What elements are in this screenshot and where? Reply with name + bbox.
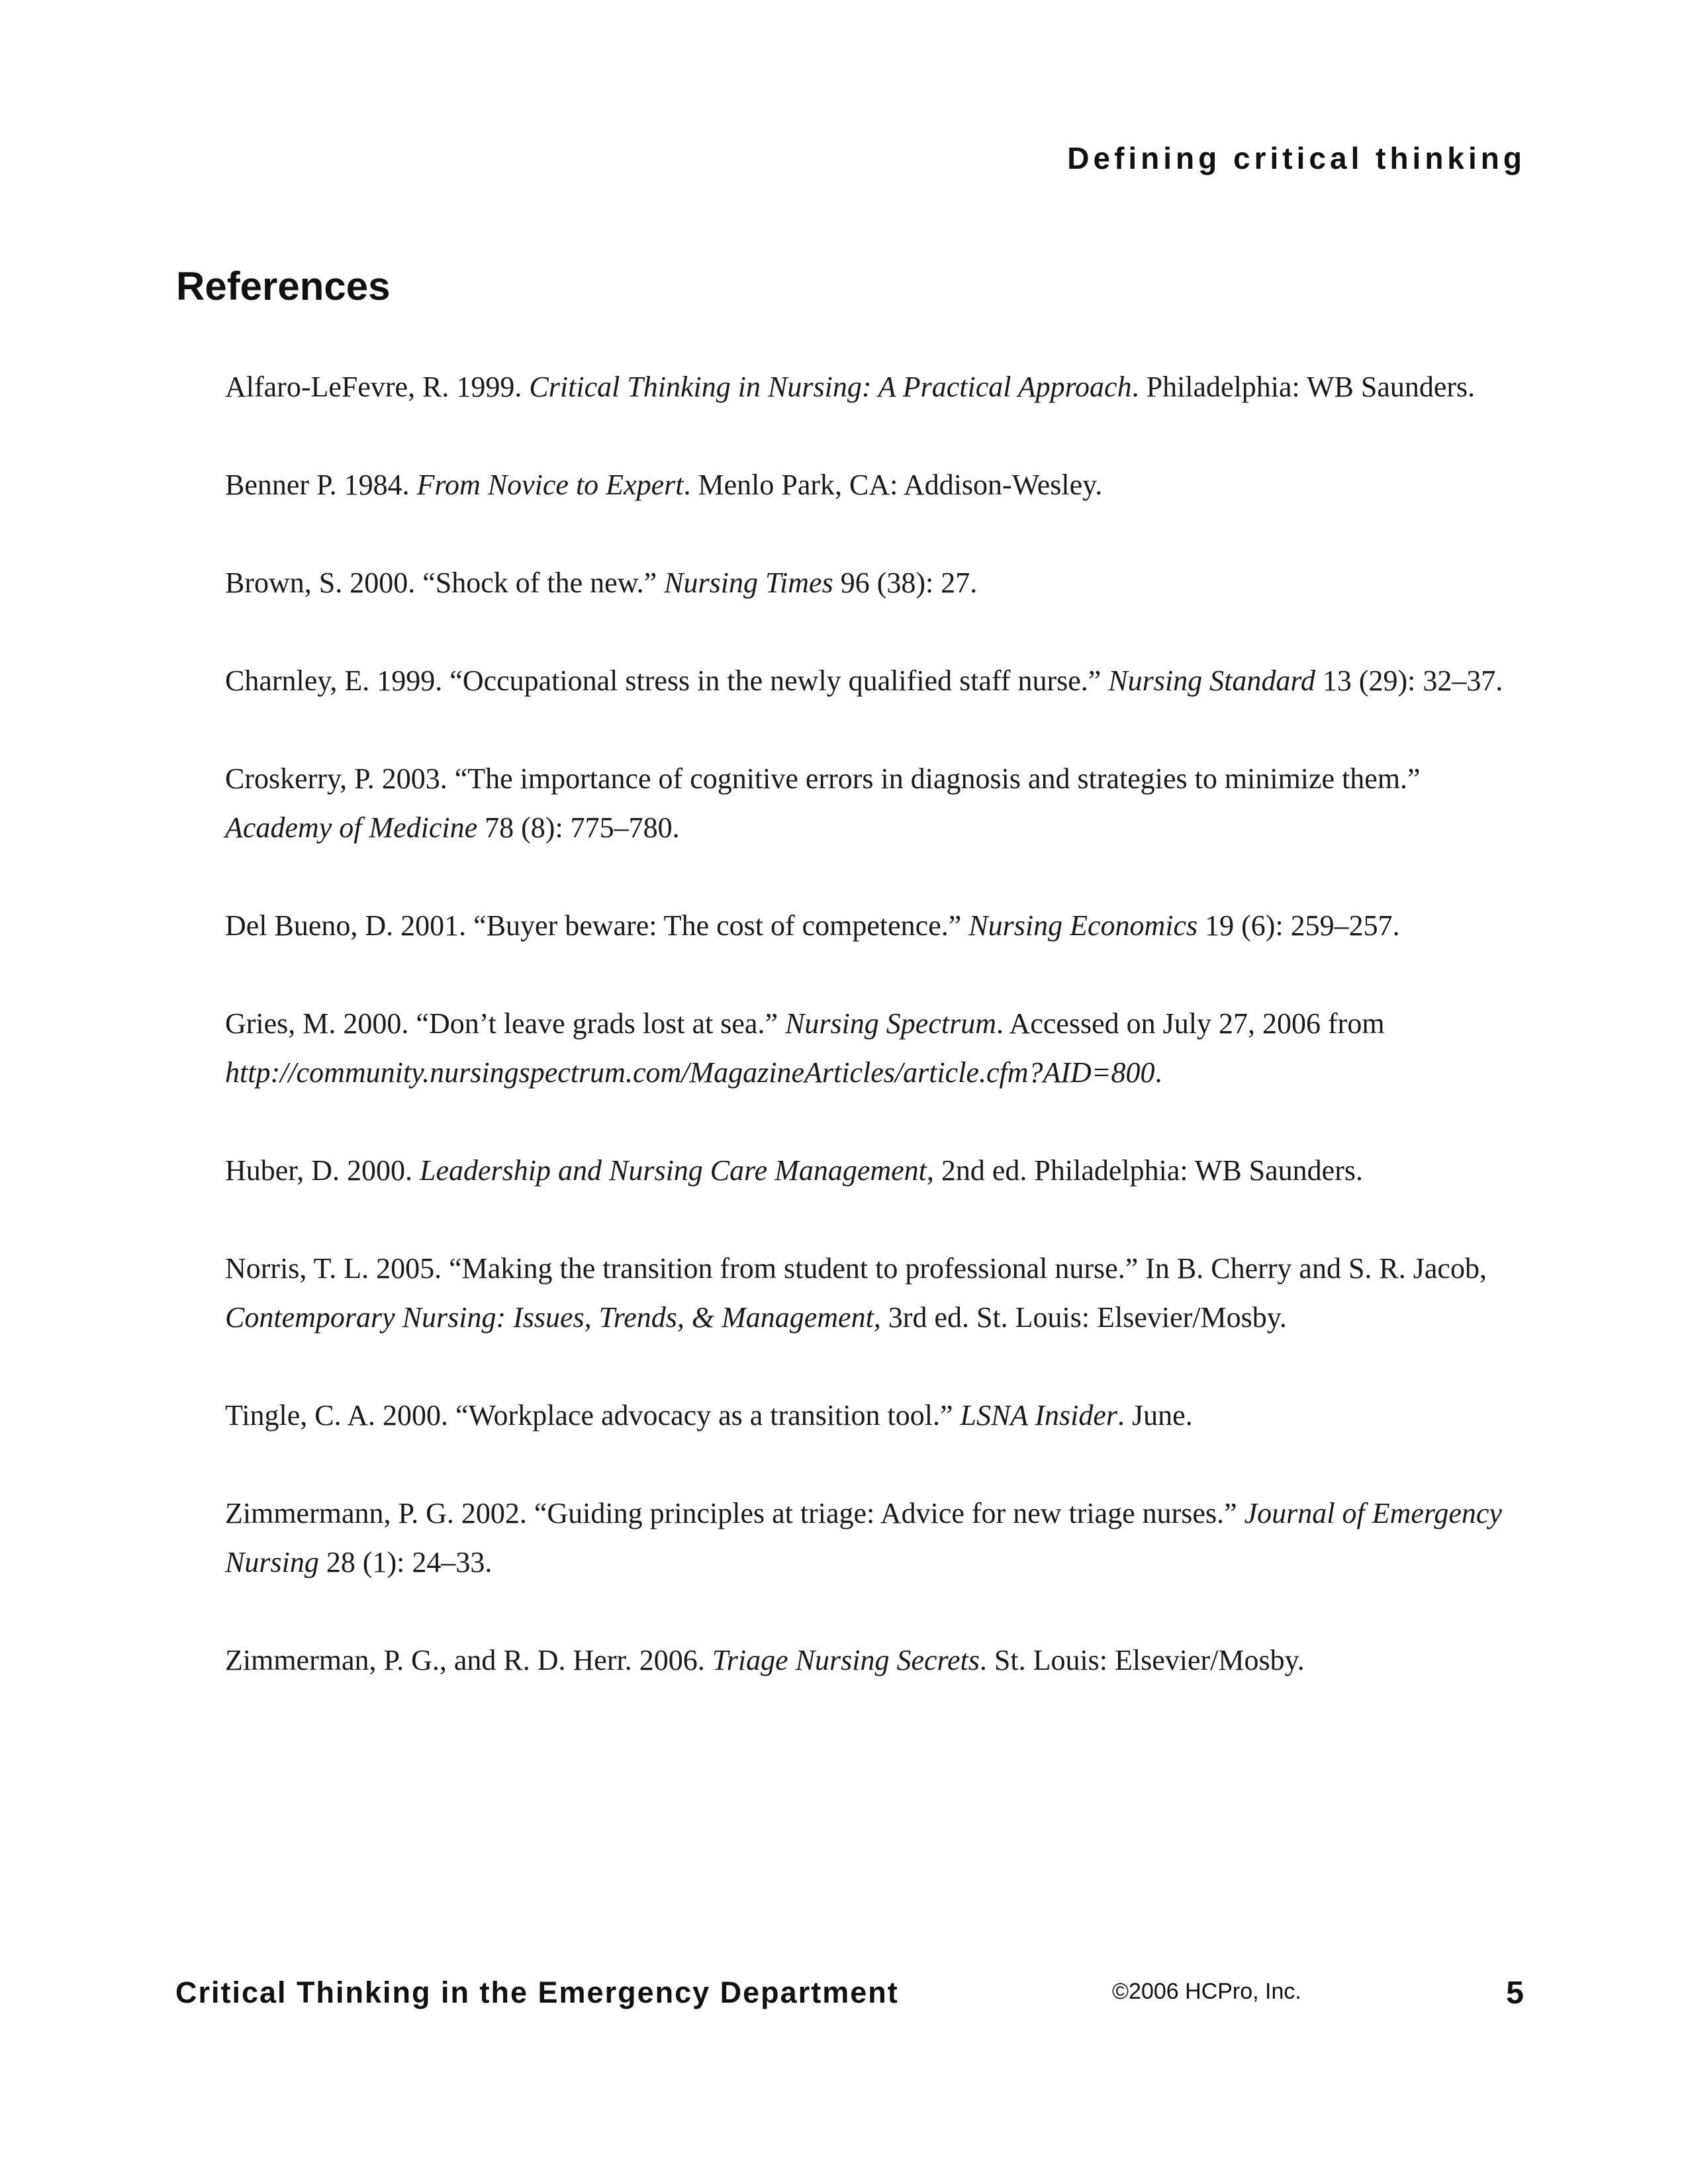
page-number: 5 [1506,1976,1524,2011]
reference-item: Del Bueno, D. 2001. “Buyer beware: The cost of competence.” Nursing Economics 19 (6): 259–257. [225,909,1400,942]
reference-item: Huber, D. 2000. Leadership and Nursing Care Management, 2nd ed. Philadelphia: WB Saunders. [225,1154,1363,1187]
reference-item: Brown, S. 2000. “Shock of the new.” Nursing Times 96 (38): 27. [225,567,978,599]
reference-item: Benner P. 1984. From Novice to Expert. Menlo Park, CA: Addison-Wesley. [225,469,1103,501]
reference-url: http://community.nursingspectrum.com/MagazineArticles/article.cfm?AID=800 [225,1056,1155,1089]
section-title: References [176,264,391,308]
footer-book-title: Critical Thinking in the Emergency Department [175,1976,899,2009]
reference-item: Croskerry, P. 2003. “The importance of cognitive errors in diagnosis and strategies to minimize them.” Academy of Medicine 78 (8): 775–780. [225,762,1421,844]
reference-item: Gries, M. 2000. “Don’t leave grads lost at sea.” Nursing Spectrum. Accessed on July 27, 2006 from http://community.nursingspectrum.com/MagazineArticles/article.cfm?AID=800. [225,1007,1385,1089]
reference-item: Zimmerman, P. G., and R. D. Herr. 2006. Triage Nursing Secrets. St. Louis: Elsevier/Mosby. [225,1644,1305,1676]
running-header: Defining critical thinking [1067,141,1526,175]
reference-item: Tingle, C. A. 2000. “Workplace advocacy as a transition tool.” LSNA Insider. June. [225,1399,1193,1432]
reference-item: Zimmermann, P. G. 2002. “Guiding principles at triage: Advice for new triage nurses.” Journal of Emergency Nursing 28 (1): 24–33. [225,1497,1502,1578]
footer-copyright: ©2006 HCPro, Inc. [1112,1979,1301,2004]
reference-item: Charnley, E. 1999. “Occupational stress in the newly qualified staff nurse.” Nursing Standard 13 (29): 32–37. [225,664,1503,697]
reference-item: Norris, T. L. 2005. “Making the transition from student to professional nurse.” In B. Cherry and S. R. Jacob, Contemporary Nursing: Issues, Trends, & Management, 3rd ed. St. Louis: Elsevier/Mosby. [225,1252,1487,1334]
reference-item: Alfaro-LeFevre, R. 1999. Critical Thinking in Nursing: A Practical Approach. Philadelphia: WB Saunders. [225,371,1476,403]
reference-list [225,363,1509,1734]
